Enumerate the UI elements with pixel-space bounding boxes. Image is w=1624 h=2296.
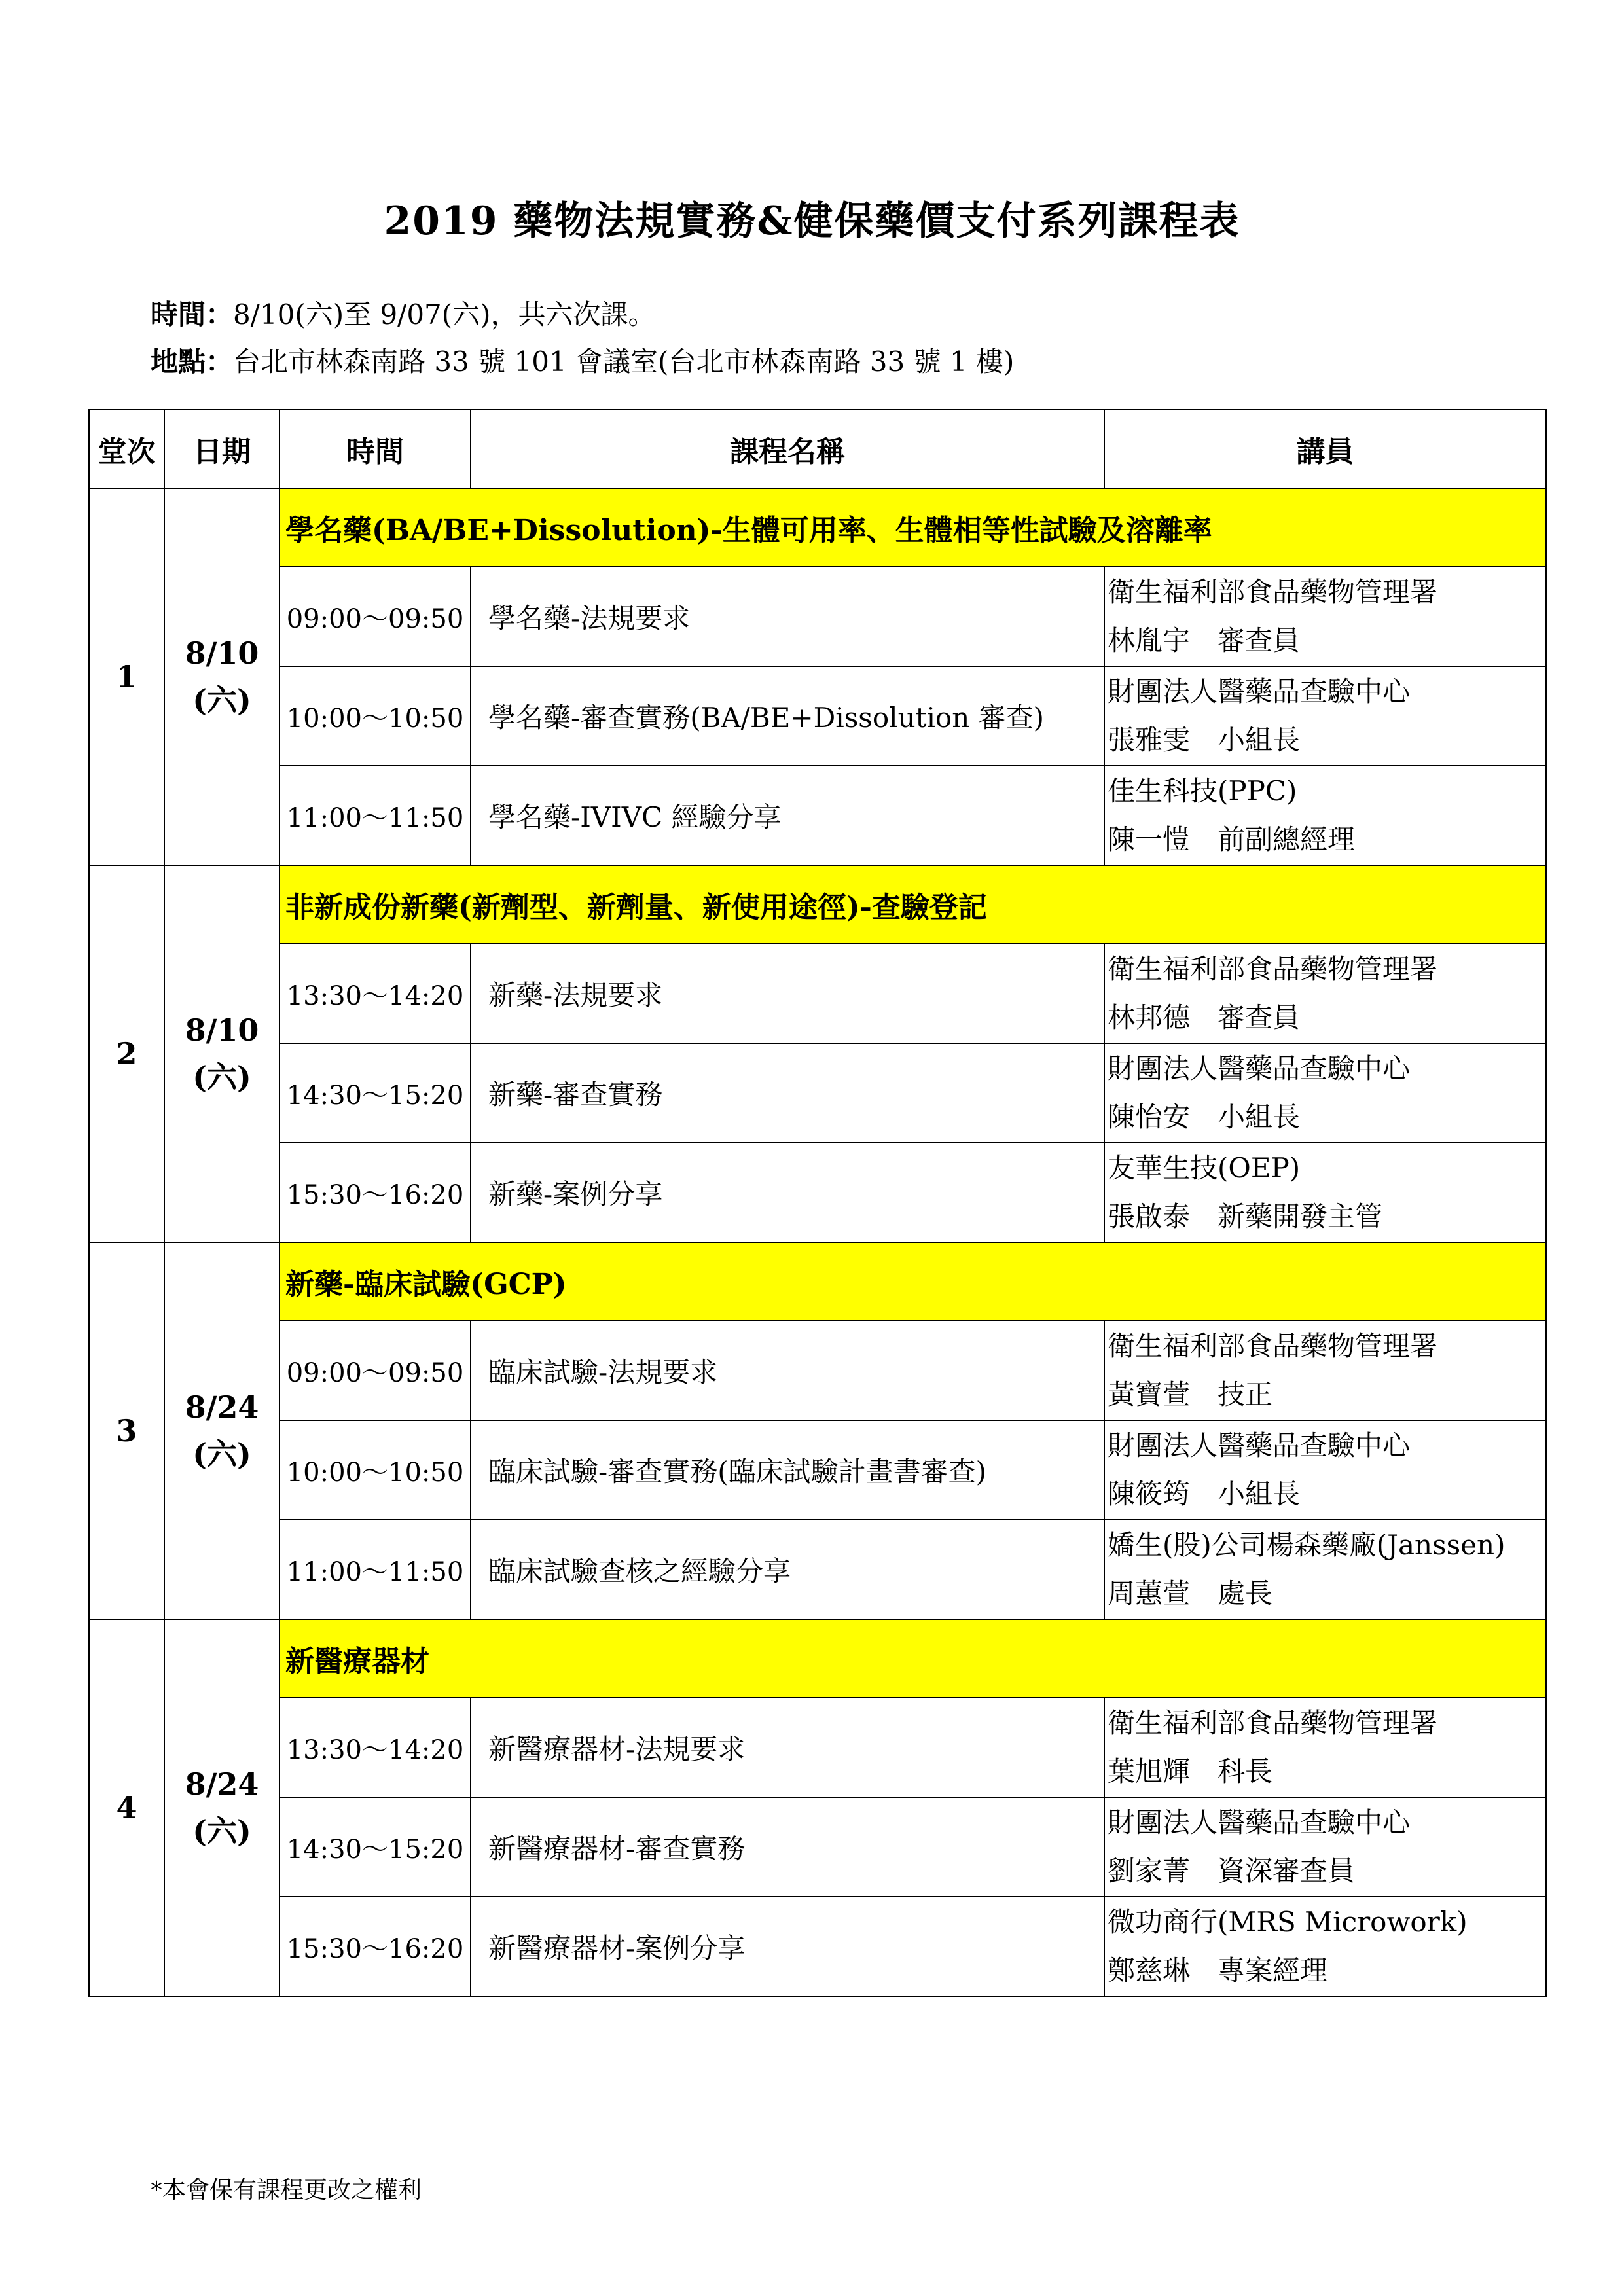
header-time: 時間 bbox=[280, 410, 471, 488]
lecturer bbox=[1104, 1897, 1546, 1996]
lecturer-org: 衛生福利部食品藥物管理署 bbox=[1108, 1330, 1438, 1362]
header-course-name: 課程名稱 bbox=[471, 410, 1104, 488]
class-time: 11:00～11:50 bbox=[280, 1520, 471, 1619]
table-row bbox=[89, 1897, 1546, 1996]
class-time: 11:00～11:50 bbox=[280, 766, 471, 865]
class-time: 14:30～15:20 bbox=[280, 1043, 471, 1143]
class-time: 09:00～09:50 bbox=[280, 1321, 471, 1420]
lecturer-org: 衛生福利部食品藥物管理署 bbox=[1108, 576, 1438, 608]
lecturer-name: 周蕙萱 處長 bbox=[1108, 1577, 1273, 1609]
lecturer bbox=[1104, 766, 1546, 865]
course-name: 新藥-法規要求 bbox=[471, 944, 1104, 1043]
lecturer bbox=[1104, 1520, 1546, 1619]
class-time: 09:00～09:50 bbox=[280, 567, 471, 666]
lecturer-org: 佳生科技(PPC) bbox=[1108, 775, 1297, 807]
course-name: 臨床試驗查核之經驗分享 bbox=[471, 1520, 1104, 1619]
lecturer-name: 黃寶萱 技正 bbox=[1108, 1378, 1273, 1410]
session-topic: 新藥-臨床試驗(GCP) bbox=[280, 1242, 1546, 1321]
table-row bbox=[89, 1797, 1546, 1897]
time-label: 時間： bbox=[151, 298, 234, 331]
class-time: 15:30～16:20 bbox=[280, 1897, 471, 1996]
course-name: 學名藥-審查實務(BA/BE+Dissolution 審查) bbox=[471, 666, 1104, 766]
table-row bbox=[89, 1043, 1546, 1143]
course-name: 新醫療器材-案例分享 bbox=[471, 1897, 1104, 1996]
lecturer-org: 財團法人醫藥品查驗中心 bbox=[1108, 1806, 1411, 1839]
location-line bbox=[151, 340, 1014, 380]
lecturer-org: 衛生福利部食品藥物管理署 bbox=[1108, 1707, 1438, 1739]
class-time: 13:30～14:20 bbox=[280, 1698, 471, 1797]
session-date: 8/10 (六) bbox=[164, 488, 280, 865]
header-session: 堂次 bbox=[89, 410, 164, 488]
page-title: 2019 藥物法規實務&健保藥價支付系列課程表 bbox=[384, 198, 1240, 244]
session-number: 4 bbox=[89, 1619, 164, 1996]
session-date: 8/24 (六) bbox=[164, 1619, 280, 1996]
header-date: 日期 bbox=[164, 410, 280, 488]
course-name: 新藥-案例分享 bbox=[471, 1143, 1104, 1242]
class-time: 15:30～16:20 bbox=[280, 1143, 471, 1242]
session-number: 1 bbox=[89, 488, 164, 865]
class-time: 14:30～15:20 bbox=[280, 1797, 471, 1897]
session-topic: 新醫療器材 bbox=[280, 1619, 1546, 1698]
session-date: 8/10 (六) bbox=[164, 865, 280, 1242]
place-label: 地點： bbox=[151, 346, 234, 378]
session-date: 8/24 (六) bbox=[164, 1242, 280, 1619]
lecturer-org: 財團法人醫藥品查驗中心 bbox=[1108, 1429, 1411, 1462]
table-row bbox=[89, 766, 1546, 865]
lecturer-name: 林邦德 審查員 bbox=[1108, 1001, 1301, 1033]
footnote: *本會保有課程更改之權利 bbox=[151, 2177, 422, 2204]
course-name: 新醫療器材-法規要求 bbox=[471, 1698, 1104, 1797]
lecturer bbox=[1104, 567, 1546, 666]
lecturer bbox=[1104, 1797, 1546, 1897]
schedule-time-line bbox=[151, 293, 656, 332]
course-name: 新藥-審查實務 bbox=[471, 1043, 1104, 1143]
class-time: 10:00～10:50 bbox=[280, 1420, 471, 1520]
course-name: 學名藥-IVIVC 經驗分享 bbox=[471, 766, 1104, 865]
lecturer bbox=[1104, 1143, 1546, 1242]
table-row bbox=[89, 944, 1546, 1043]
lecturer-org: 財團法人醫藥品查驗中心 bbox=[1108, 1052, 1411, 1085]
class-time: 13:30～14:20 bbox=[280, 944, 471, 1043]
session-topic-row bbox=[89, 1619, 1546, 1698]
place-value: 台北市林森南路 33 號 101 會議室(台北市林森南路 33 號 1 樓) bbox=[233, 346, 1015, 378]
course-schedule-table bbox=[88, 409, 1547, 1997]
lecturer-name: 林胤宇 審查員 bbox=[1108, 624, 1301, 656]
lecturer-org: 嬌生(股)公司楊森藥廠(Janssen) bbox=[1108, 1529, 1506, 1561]
course-name: 新醫療器材-審查實務 bbox=[471, 1797, 1104, 1897]
table-row bbox=[89, 567, 1546, 666]
time-value: 8/10(六)至 9/07(六)，共六次課。 bbox=[233, 298, 656, 331]
table-row bbox=[89, 666, 1546, 766]
session-topic-row bbox=[89, 1242, 1546, 1321]
table-row bbox=[89, 1420, 1546, 1520]
session-number: 3 bbox=[89, 1242, 164, 1619]
course-name: 臨床試驗-法規要求 bbox=[471, 1321, 1104, 1420]
lecturer bbox=[1104, 666, 1546, 766]
table-header-row bbox=[89, 410, 1546, 488]
lecturer-name: 張雅雯 小組長 bbox=[1108, 724, 1301, 756]
table-row bbox=[89, 1143, 1546, 1242]
lecturer bbox=[1104, 1420, 1546, 1520]
table-row bbox=[89, 1321, 1546, 1420]
lecturer bbox=[1104, 1043, 1546, 1143]
table-row bbox=[89, 1698, 1546, 1797]
lecturer-org: 友華生技(OEP) bbox=[1108, 1152, 1301, 1184]
lecturer bbox=[1104, 1321, 1546, 1420]
session-topic: 非新成份新藥(新劑型、新劑量、新使用途徑)-查驗登記 bbox=[280, 865, 1546, 944]
lecturer-name: 張啟泰 新藥開發主管 bbox=[1108, 1200, 1383, 1232]
lecturer-org: 衛生福利部食品藥物管理署 bbox=[1108, 953, 1438, 985]
session-topic-row bbox=[89, 865, 1546, 944]
lecturer-org: 財團法人醫藥品查驗中心 bbox=[1108, 675, 1411, 708]
lecturer-name: 陳怡安 小組長 bbox=[1108, 1101, 1301, 1133]
header-lecturer: 講員 bbox=[1104, 410, 1546, 488]
session-topic-row bbox=[89, 488, 1546, 567]
lecturer-name: 陳一愷 前副總經理 bbox=[1108, 823, 1356, 855]
lecturer-org: 微功商行(MRS Microwork) bbox=[1108, 1906, 1468, 1938]
lecturer-name: 劉家菁 資深審查員 bbox=[1108, 1855, 1356, 1887]
course-name: 臨床試驗-審查實務(臨床試驗計畫書審查) bbox=[471, 1420, 1104, 1520]
lecturer-name: 陳筱筠 小組長 bbox=[1108, 1478, 1301, 1510]
session-number: 2 bbox=[89, 865, 164, 1242]
lecturer bbox=[1104, 944, 1546, 1043]
lecturer-name: 鄭慈琳 專案經理 bbox=[1108, 1954, 1328, 1986]
table-row bbox=[89, 1520, 1546, 1619]
lecturer bbox=[1104, 1698, 1546, 1797]
class-time: 10:00～10:50 bbox=[280, 666, 471, 766]
lecturer-name: 葉旭輝 科長 bbox=[1108, 1755, 1273, 1787]
session-topic: 學名藥(BA/BE+Dissolution)-生體可用率、生體相等性試驗及溶離率 bbox=[280, 488, 1546, 567]
course-name: 學名藥-法規要求 bbox=[471, 567, 1104, 666]
